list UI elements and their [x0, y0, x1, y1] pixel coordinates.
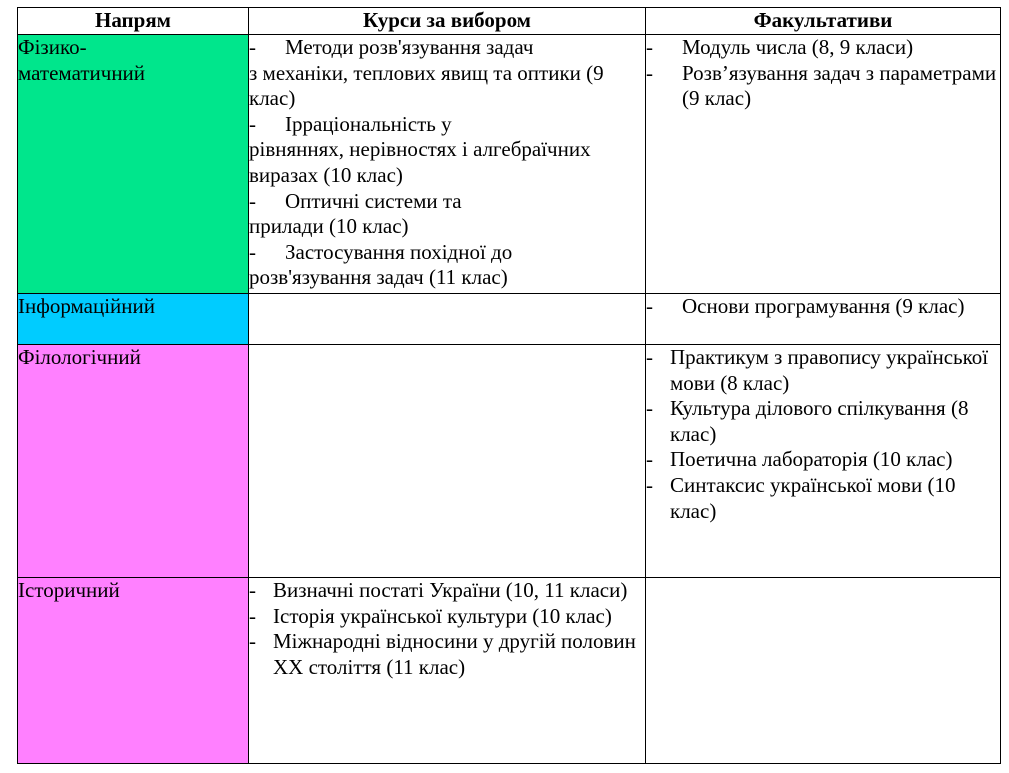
dash-bullet: -: [646, 345, 653, 369]
direction-info: Інформаційний: [18, 294, 249, 345]
course-rest: прилади (10 клас): [249, 214, 409, 239]
elective-text: Модуль числа (8, 9 класи): [682, 35, 914, 59]
course-line1: Ірраціональність у: [285, 111, 452, 136]
course-rest: рівняннях, нерівностях і алгебраїчних виразах (10 клас): [249, 137, 591, 187]
course-text: Історія української культури (10 клас): [273, 603, 612, 628]
row-info: [18, 294, 1001, 345]
courses-philology: [249, 345, 646, 578]
direction-philology: Філологічний: [18, 345, 249, 578]
elective-item: [646, 396, 1000, 447]
elective-text: Основи програмування (9 клас): [682, 294, 965, 318]
course-line1: Методи розв'язування задач: [285, 35, 534, 59]
row-history: [18, 578, 1001, 764]
courses-info: [249, 294, 646, 345]
courses-table: [17, 7, 1001, 764]
direction-physmath: [18, 35, 249, 294]
elective-item: [646, 294, 1000, 320]
course-item: [249, 189, 645, 240]
elective-text: Практикум з правопису української мови (8 клас): [670, 345, 989, 395]
dash-bullet: -: [646, 472, 653, 497]
course-rest: з механіки, теплових явищ та оптики (9 клас): [249, 60, 604, 111]
elective-item: [646, 473, 1000, 524]
dash-bullet: -: [646, 294, 653, 318]
course-item: [249, 629, 645, 680]
dash-bullet: -: [646, 35, 653, 59]
course-item: [249, 578, 645, 604]
courses-physmath: [249, 35, 646, 294]
course-item: [249, 35, 645, 112]
elective-item: [646, 35, 1000, 61]
elective-text: Розв’язування задач з параметрами (9 клас): [682, 60, 997, 111]
dash-bullet: -: [646, 447, 653, 472]
course-item: [249, 240, 645, 291]
dash-bullet: -: [249, 578, 256, 602]
direction-physmath-line1: Фізико-: [18, 35, 87, 59]
direction-history: Історичний: [18, 578, 249, 764]
course-item: [249, 112, 645, 189]
electives-physmath: [646, 35, 1001, 294]
row-physmath: [18, 35, 1001, 294]
dash-bullet: -: [646, 396, 653, 421]
elective-item: [646, 61, 1000, 112]
dash-bullet: -: [249, 111, 256, 136]
direction-physmath-line2: математичний: [18, 60, 146, 85]
course-rest: розв'язування задач (11 клас): [249, 265, 508, 290]
dash-bullet: -: [249, 188, 256, 213]
electives-history: [646, 578, 1001, 764]
elective-item: [646, 345, 1000, 396]
header-row: [18, 8, 1001, 35]
elective-item: [646, 447, 1000, 473]
header-direction: Напрям: [18, 8, 249, 35]
header-courses: Курси за вибором: [249, 8, 646, 35]
course-item: [249, 604, 645, 630]
courses-history: [249, 578, 646, 764]
dash-bullet: -: [249, 603, 256, 628]
electives-info: [646, 294, 1001, 345]
elective-text: Культура ділового спілкування (8 клас): [670, 396, 969, 446]
dash-bullet: -: [646, 60, 653, 85]
row-philology: [18, 345, 1001, 578]
electives-philology: [646, 345, 1001, 578]
course-line1: Застосування похідної до: [285, 239, 513, 264]
course-text: Визначні постаті України (10, 11 класи): [273, 578, 628, 602]
header-electives: Факультативи: [646, 8, 1001, 35]
dash-bullet: -: [249, 629, 256, 654]
elective-text: Поетична лабораторія (10 клас): [670, 447, 953, 472]
course-text: Міжнародні відносини у другій половин ХХ століття (11 клас): [273, 629, 636, 679]
elective-text: Синтаксис української мови (10 клас): [670, 472, 956, 523]
dash-bullet: -: [249, 239, 256, 264]
dash-bullet: -: [249, 35, 256, 59]
course-line1: Оптичні системи та: [285, 188, 462, 213]
